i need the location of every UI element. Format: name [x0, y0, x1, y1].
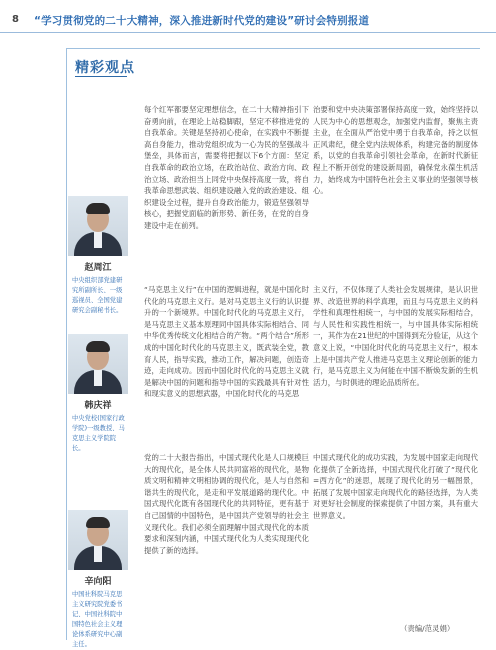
article-text-1-left: 每个红军都要坚定理想信念，在二十大精神指引下奋勇向前，在理论上站稳脚跟，坚定不移推进党的自我革命。关键是坚持初心使命，在实践中不断提高自身能力，推动党组织成为一心为民的坚强战斗堡垒，具体而言，需要将把握以下6个方面：坚定自我革命的政治立场，在政治站位、政治方向、政治立场、政治担当上同党中央保持高度一致，将自我革命思想武装、组织建设融入党的政治建设、组织建设全过程，提升自身政治能力，锻造坚强领导核心，把握党面临的新形势、新任务，在党的自身建设中走在前列。 — [144, 105, 309, 230]
person-card-3 — [66, 510, 132, 650]
person-name: 赵周江 — [84, 263, 112, 273]
person-title: 中国社科院马克思主义研究院党委书记、中国社科院中国特色社会主义理论体系研究中心副主任。 — [72, 591, 123, 648]
person-title: 中央党校(国家行政学院)一级教授、马克思主义学院院长。 — [72, 415, 125, 452]
article-text-1-right: 治要和党中央决策部署保持高度一致，始终坚持以人民为中心的思想观念，加强党内监督，聚焦主责主业，在全面从严治党中勇于自我革命，持之以恒正风肃纪，健全党内法规体系，构建完备的制度体系，以党的自我革命引领社会革命，在新时代新征程上不断开创党的建设新局面，确保党永葆生机活力，始终成为中国特色社会主义事业的坚强领导核心。 — [313, 105, 478, 196]
header-rule — [0, 32, 496, 33]
avatar — [68, 510, 128, 570]
avatar — [68, 196, 128, 256]
person-name: 辛向阳 — [84, 577, 112, 587]
person-title: 中央组织部党建研究所副所长、一级巡视员、全国党建研究会副秘书长。 — [72, 277, 123, 314]
header-title: “学习贯彻党的二十大精神，深入推进新时代党的建设”研讨会特别报道 — [34, 15, 370, 27]
article-text-3-right: 中国式现代化的成功实践，为发展中国家走向现代化提供了全新选择，中国式现代化打破了“现代化=西方化”的迷思，展现了现代化的另一幅图景，拓展了发展中国家走向现代化的路径选择，为人类对更好社会制度的探索提供了中国方案，具有重大世界意义。 — [313, 453, 478, 520]
editor-credit: （责编/范灵娟） — [400, 624, 455, 633]
person-card-1 — [66, 196, 132, 316]
section-underline — [75, 76, 127, 77]
article-text-2-right: 主义行，不仅体现了人类社会发展规律，是认识世界、改造世界的科学真理，而且与马克思主义的科学性和真理性相统一，与中国的发展实际相结合，与人民性和实践性相统一，与中国具体实际相统一，其作为在21世纪的中国得到充分验证，从这个意义上说，“中国化时代化的马克思主义行”，根本上是中国共产党人推进马克思主义理论创新的能力行，是马克思主义为何能在中国不断焕发新的生机活力，与时俱进的理论品质所在。 — [313, 285, 478, 387]
avatar — [68, 334, 128, 394]
article-text-3-left: 党的二十大报告指出，中国式现代化是人口规模巨大的现代化，是全体人民共同富裕的现代化，是物质文明和精神文明相协调的现代化，是人与自然和谐共生的现代化，是走和平发展道路的现代化。中国式现代化既有各国现代化的共同特征，更有基于自己国情的中国特色，是中国共产党领导的社会主义现代化。我们必须全面理解中国式现代化的本质要求和深刻内涵，中国式现代化为人类实现现代化提供了新的选择。 — [144, 453, 309, 555]
person-name: 韩庆祥 — [84, 401, 112, 411]
section-title: 精彩观点 — [75, 60, 135, 76]
person-card-2 — [66, 334, 132, 454]
article-text-2-left: “马克思主义行”在中国的逻辑进程，就是中国化时代化的马克思主义行。是对马克思主义行的认识提升的一个新境界。中国化时代化的马克思主义行，是马克思主义基本原理同中国具体实际相结合、同中华优秀传统文化相结合的产物。“两个结合”所形成的中国化时代化的马克思主义，既武装全党，教育人民，指导实践，推动工作，解决问题，创造奇迹，走向成功。因而中国化时代化的马克思主义就是解决中国的问题和指导中国的实践最具有针对性和现实意义的思想武器，中国化时代化的马克思 — [144, 285, 309, 399]
page-number: 8 — [12, 14, 19, 25]
